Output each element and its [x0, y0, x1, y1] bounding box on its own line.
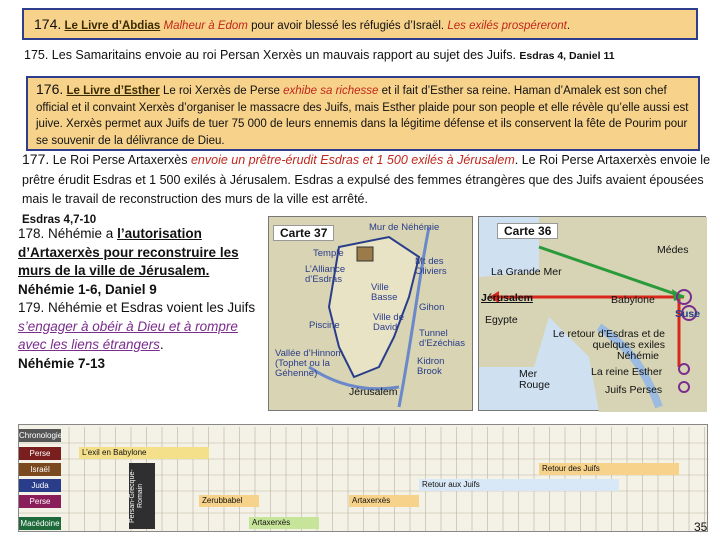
map36-label-9: Mer Rouge: [519, 368, 550, 391]
map36-label-8: La reine Esther: [591, 366, 663, 378]
p176-highlight: exhibe sa richesse: [283, 85, 379, 97]
map36-label-10: Juifs Perses: [605, 384, 663, 396]
map37-label-9: Vallée d’Hinnom (Tophet ou la Géhenne): [275, 348, 344, 379]
map-jerusalem: [268, 216, 473, 411]
p177-b: . Le Roi Perse Artaxerxès envoie le prêtre érudit Esdras et 1 500 exilés à Jérusalem. Esdras a expulsé des femmes étrangères que des Juifs avaient épousées mais le travail de reconstruction des murs de la ville est arrêté.: [22, 153, 711, 206]
map36-label-3: Jérusalem: [481, 292, 533, 304]
map37-label-6: Piscine: [309, 320, 340, 331]
map36-label-1: La Grande Mer: [491, 266, 562, 278]
p179-a: 179. Néhémie et Esdras voient les Juifs: [18, 300, 256, 315]
map-persian-empire: [478, 216, 706, 411]
timeline-row-label-3: Juda: [19, 479, 61, 492]
p174-highlight: Malheur à Edom: [163, 20, 248, 32]
p174-book: Le Livre d’Abdias: [64, 20, 161, 32]
map-jerusalem-drawing: [269, 217, 474, 412]
map37-label-0: Mur de Néhémie: [369, 222, 440, 233]
p174-end: .: [566, 20, 571, 32]
map36-label-6: Le retour d’Esdras et de quelques exiles: [552, 328, 665, 351]
map37-label-8: Tunnel d’Ezéchias: [419, 328, 465, 349]
timeline-row-label-4: Perse: [19, 495, 61, 508]
paragraph-176: [26, 76, 700, 151]
map37-label-5: Gihon: [419, 302, 445, 313]
map37-label-3: Mt des Oliviers: [415, 256, 447, 277]
timeline-chart: [18, 424, 708, 532]
map36-label-0: Médes: [657, 244, 689, 256]
timeline-item-3: Artaxerxès: [349, 495, 419, 507]
p176-book: Le Livre d’Esther: [66, 85, 160, 97]
p174-text: pour avoir blessé les réfugiés d’Israël.: [247, 20, 448, 32]
map37-label-10: Kidron Brook: [417, 356, 445, 377]
paragraph-179: [18, 299, 263, 373]
p174-number: 174.: [34, 16, 62, 32]
map36-label-7: Néhémie: [617, 350, 660, 362]
map37-label-2: L’Alliance d’Esdras: [305, 264, 346, 285]
timeline-item-1: Retour aux Juifs: [419, 479, 619, 491]
timeline-item-4: Retour des Juifs: [539, 463, 679, 475]
map36-title: Carte 36: [497, 223, 558, 239]
p178-underlined: l’autorisation d’Artaxerxès pour reconstruire les murs de la ville de Jérusalem.: [18, 226, 239, 278]
p175-ref: Esdras 4, Daniel 11: [519, 50, 615, 62]
p178-ref: Néhémie 1-6, Daniel 9: [18, 281, 157, 297]
paragraphs-178-179: [18, 225, 263, 373]
p177-ref: Esdras 4,7-10: [22, 213, 97, 226]
p176-b: et il fait d’Esther sa reine. Haman d’Amalek est son chef official et il convaint Xerxès d’organiser le massacre des Juifs, mais Esther plaide pour son people et elle révèle qu’elle aussi est juive. Xerxès permet aux Juifs de tuer 75 000 de leurs ennemis dans la légitime défense et ils conservent la fête de Pourim pour se souvenir de la délivrance de Dieu.: [36, 85, 689, 147]
p174-tail: Les exilés prospéreront: [447, 20, 567, 32]
map37-label-4: Ville Basse: [371, 282, 398, 303]
map36-label-4: Suse: [675, 308, 701, 320]
page-number: 35: [694, 520, 708, 534]
map37-title: Carte 37: [273, 225, 334, 241]
p177-number: 177.: [22, 151, 50, 167]
p175-text: 175. Les Samaritains envoie au roi Persan Xerxès un mauvais rapport au sujet des Juifs.: [24, 48, 520, 62]
timeline-row-label-5: Macédoine: [20, 519, 60, 528]
paragraph-175: [24, 48, 714, 62]
p179-highlight: s’engager à obéir à Dieu et à rompre avec les liens étrangers: [18, 318, 238, 352]
map36-label-2: Babylone: [611, 294, 655, 306]
map37-label-11: Jérusalem: [349, 386, 398, 398]
p177-highlight: envoie un prêtre-érudit Esdras et 1 500 exilés à Jérusalem: [190, 153, 515, 167]
p178-a: 178. Néhémie a: [18, 226, 118, 241]
timeline-item-6: Artaxerxès: [249, 517, 319, 529]
p176-number: 176.: [36, 81, 64, 97]
paragraph-178: [18, 225, 263, 299]
paragraph-174: [22, 8, 698, 40]
p179-end: .: [159, 337, 164, 352]
timeline-row-label-0: Chronologie: [19, 431, 63, 440]
timeline-item-5: Persan-Grecque-Romain: [129, 463, 155, 529]
timeline-item-2: Zerubbabel: [199, 495, 259, 507]
timeline-row-label-2: Israël: [19, 463, 61, 476]
p177-a: Le Roi Perse Artaxerxès: [49, 153, 191, 167]
timeline-item-0: L’exil en Babylone: [79, 447, 209, 459]
map36-label-5: Egypte: [485, 314, 518, 326]
p179-ref: Néhémie 7-13: [18, 355, 106, 371]
timeline-row-label-1: Perse: [19, 447, 61, 460]
map37-label-1: Temple: [313, 248, 344, 259]
p176-a: Le roi Xerxès de Perse: [159, 85, 284, 97]
map37-label-7: Ville de David: [373, 312, 404, 333]
